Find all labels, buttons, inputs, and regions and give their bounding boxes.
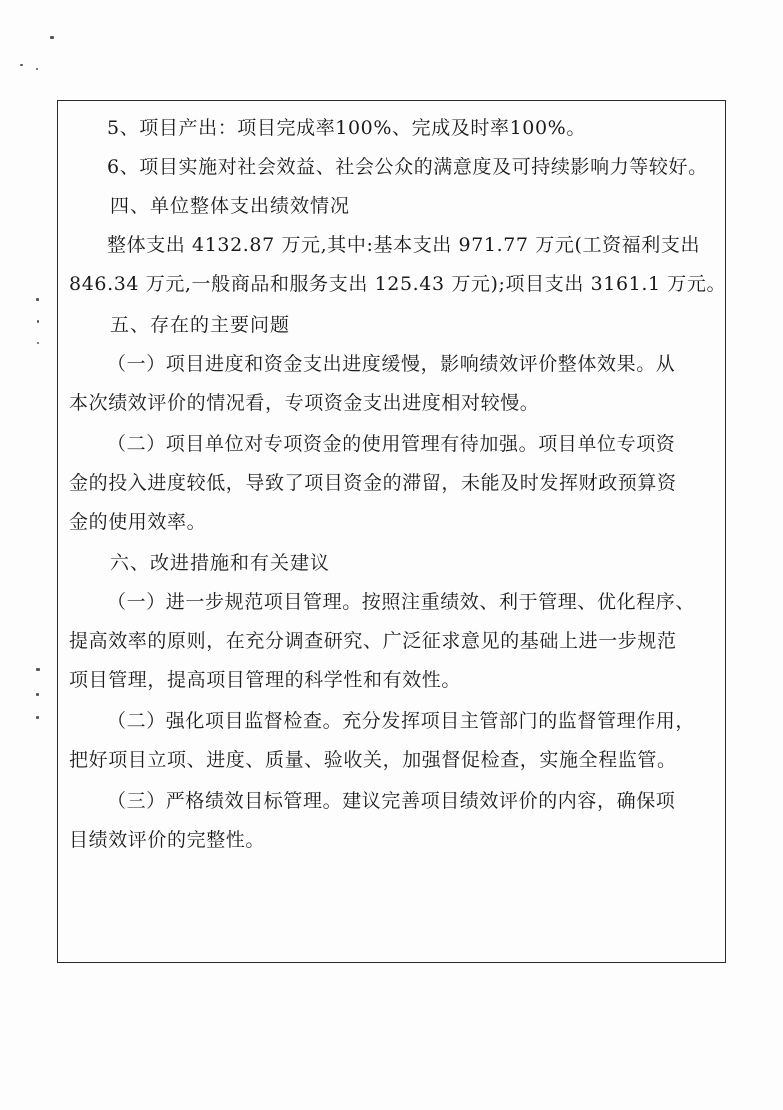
section-heading-4: 四、单位整体支出绩效情况 [110,195,351,217]
text-line: 846.34 万元,一般商品和服务支出 125.43 万元);项目支出 3161.1 万元。 [69,273,727,295]
text-line: 目绩效评价的完整性。 [69,829,266,851]
text-line: （二）强化项目监督检查。充分发挥项目主管部门的监督管理作用， [107,710,696,732]
section-heading-6: 六、改进措施和有关建议 [110,552,331,574]
scan-speck [36,298,39,301]
scan-speck [36,693,39,696]
text-line-impact: 6、项目实施对社会效益、社会公众的满意度及可持续影响力等较好。 [107,156,708,178]
text-line: 整体支出 4132.87 万元,其中:基本支出 971.77 万元(工资福利支出 [107,234,701,256]
text-line: 提高效率的原则，在充分调查研究、广泛征求意见的基础上进一步规范 [69,630,677,652]
scan-speck [36,716,39,719]
scan-speck [36,668,40,671]
scan-speck [37,342,39,344]
scan-speck [36,68,38,70]
text-line: （一）进一步规范项目管理。按照注重绩效、利于管理、优化程序、 [107,591,696,613]
scan-speck [37,320,39,323]
text-line: （三）严格绩效目标管理。建议完善项目绩效评价的内容，确保项 [107,790,676,812]
text-line: （二）项目单位对专项资金的使用管理有待加强。项目单位专项资 [107,433,676,455]
text-line: 金的使用效率。 [69,511,207,533]
text-line: 把好项目立项、进度、质量、验收关，加强督促检查，实施全程监管。 [69,749,677,771]
text-line: 本次绩效评价的情况看，专项资金支出进度相对较慢。 [69,392,540,414]
content-frame [57,100,726,963]
text-line: 金的投入进度较低，导致了项目资金的滞留，未能及时发挥财政预算资 [69,472,677,494]
text-line-output: 5、项目产出：项目完成率100%、完成及时率100%。 [107,117,586,139]
text-line: （一）项目进度和资金支出进度缓慢，影响绩效评价整体效果。从 [107,353,676,375]
text-line: 项目管理，提高项目管理的科学性和有效性。 [69,669,462,691]
scan-speck [20,64,23,66]
section-heading-5: 五、存在的主要问题 [110,314,291,336]
scan-speck [50,36,54,39]
